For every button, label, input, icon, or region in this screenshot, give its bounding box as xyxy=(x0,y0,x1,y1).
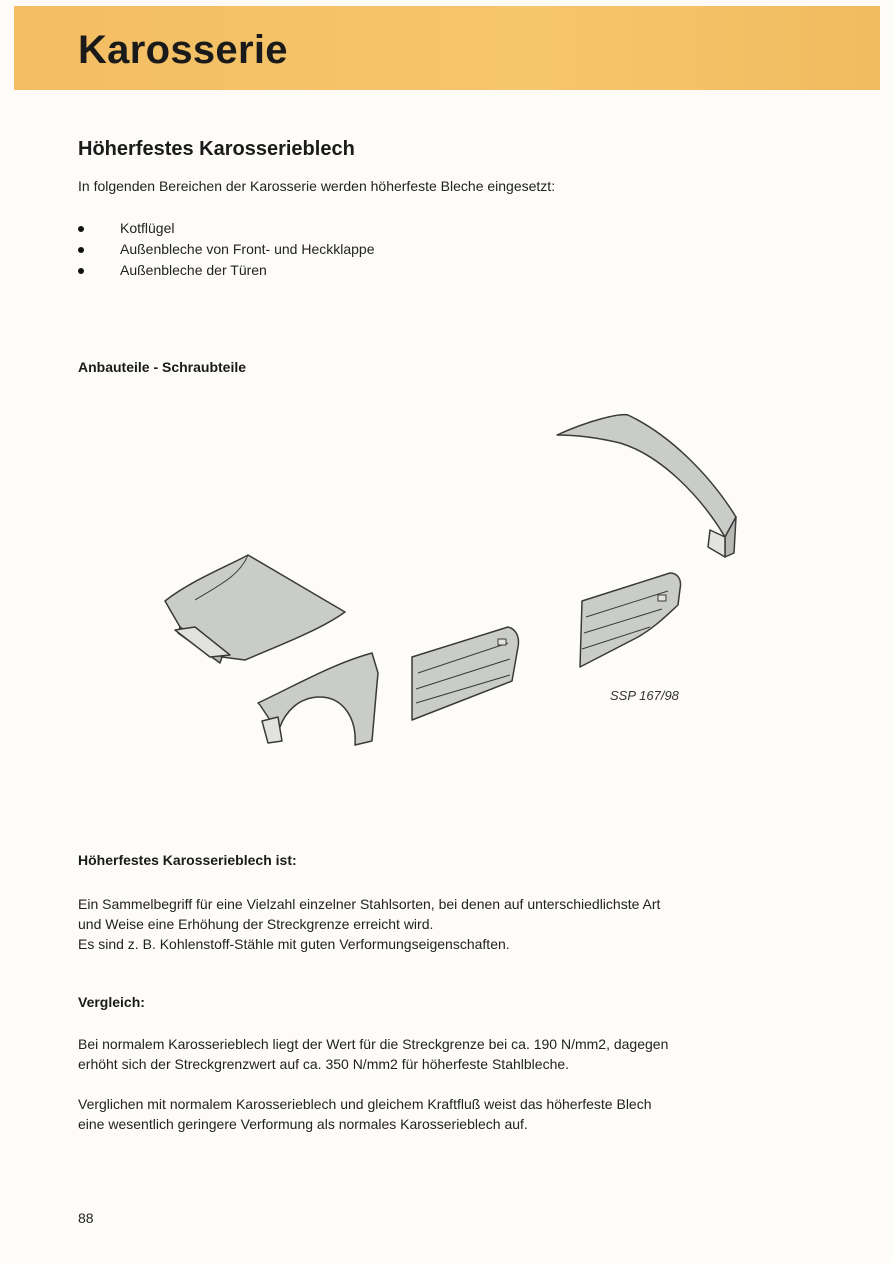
bullet-icon xyxy=(78,226,84,232)
intro-text: In folgenden Bereichen der Karosserie werden höherfeste Bleche eingesetzt: xyxy=(78,178,556,194)
chapter-title: Karosserie xyxy=(78,28,288,72)
definition-line: und Weise eine Erhöhung der Streckgrenze erreicht wird. xyxy=(78,916,434,932)
front-fender-illustration xyxy=(258,653,378,745)
comparison-line: Bei normalem Karosserieblech liegt der Wert für die Streckgrenze bei ca. 190 N/mm2, dagegen xyxy=(78,1036,669,1052)
comparison-line: Verglichen mit normalem Karosserieblech und gleichem Kraftfluß weist das höherfeste Blech xyxy=(78,1096,652,1112)
rear-door-illustration xyxy=(580,573,681,667)
bullet-list xyxy=(78,218,374,281)
list-item: Außenbleche der Türen xyxy=(78,260,374,281)
front-door-illustration xyxy=(412,627,519,720)
list-item: Kotflügel xyxy=(78,218,374,239)
figure-caption: SSP 167/98 xyxy=(610,688,679,703)
definition-heading: Höherfestes Karosserieblech ist: xyxy=(78,852,297,868)
bullet-icon xyxy=(78,268,84,274)
bullet-icon xyxy=(78,247,84,253)
comparison-line: erhöht sich der Streckgrenzwert auf ca. 350 N/mm2 für höherfeste Stahlbleche. xyxy=(78,1056,570,1072)
comparison-heading: Vergleich: xyxy=(78,994,145,1010)
hood-illustration xyxy=(165,555,345,663)
list-item: Außenbleche von Front- und Heckklappe xyxy=(78,239,374,260)
chapter-header xyxy=(14,6,880,90)
comparison-line: eine wesentlich geringere Verformung als normales Karosserieblech auf. xyxy=(78,1116,528,1132)
section-title: Höherfestes Karosserieblech xyxy=(78,138,355,160)
page-number: 88 xyxy=(78,1210,94,1226)
tailgate-illustration xyxy=(557,415,736,557)
body-panels-illustration xyxy=(150,405,750,775)
figure-heading: Anbauteile - Schraubteile xyxy=(78,359,247,375)
definition-line: Ein Sammelbegriff für eine Vielzahl einzelner Stahlsorten, bei denen auf unterschiedlichste Art xyxy=(78,896,661,912)
definition-line: Es sind z. B. Kohlenstoff-Stähle mit guten Verformungseigenschaften. xyxy=(78,936,510,952)
